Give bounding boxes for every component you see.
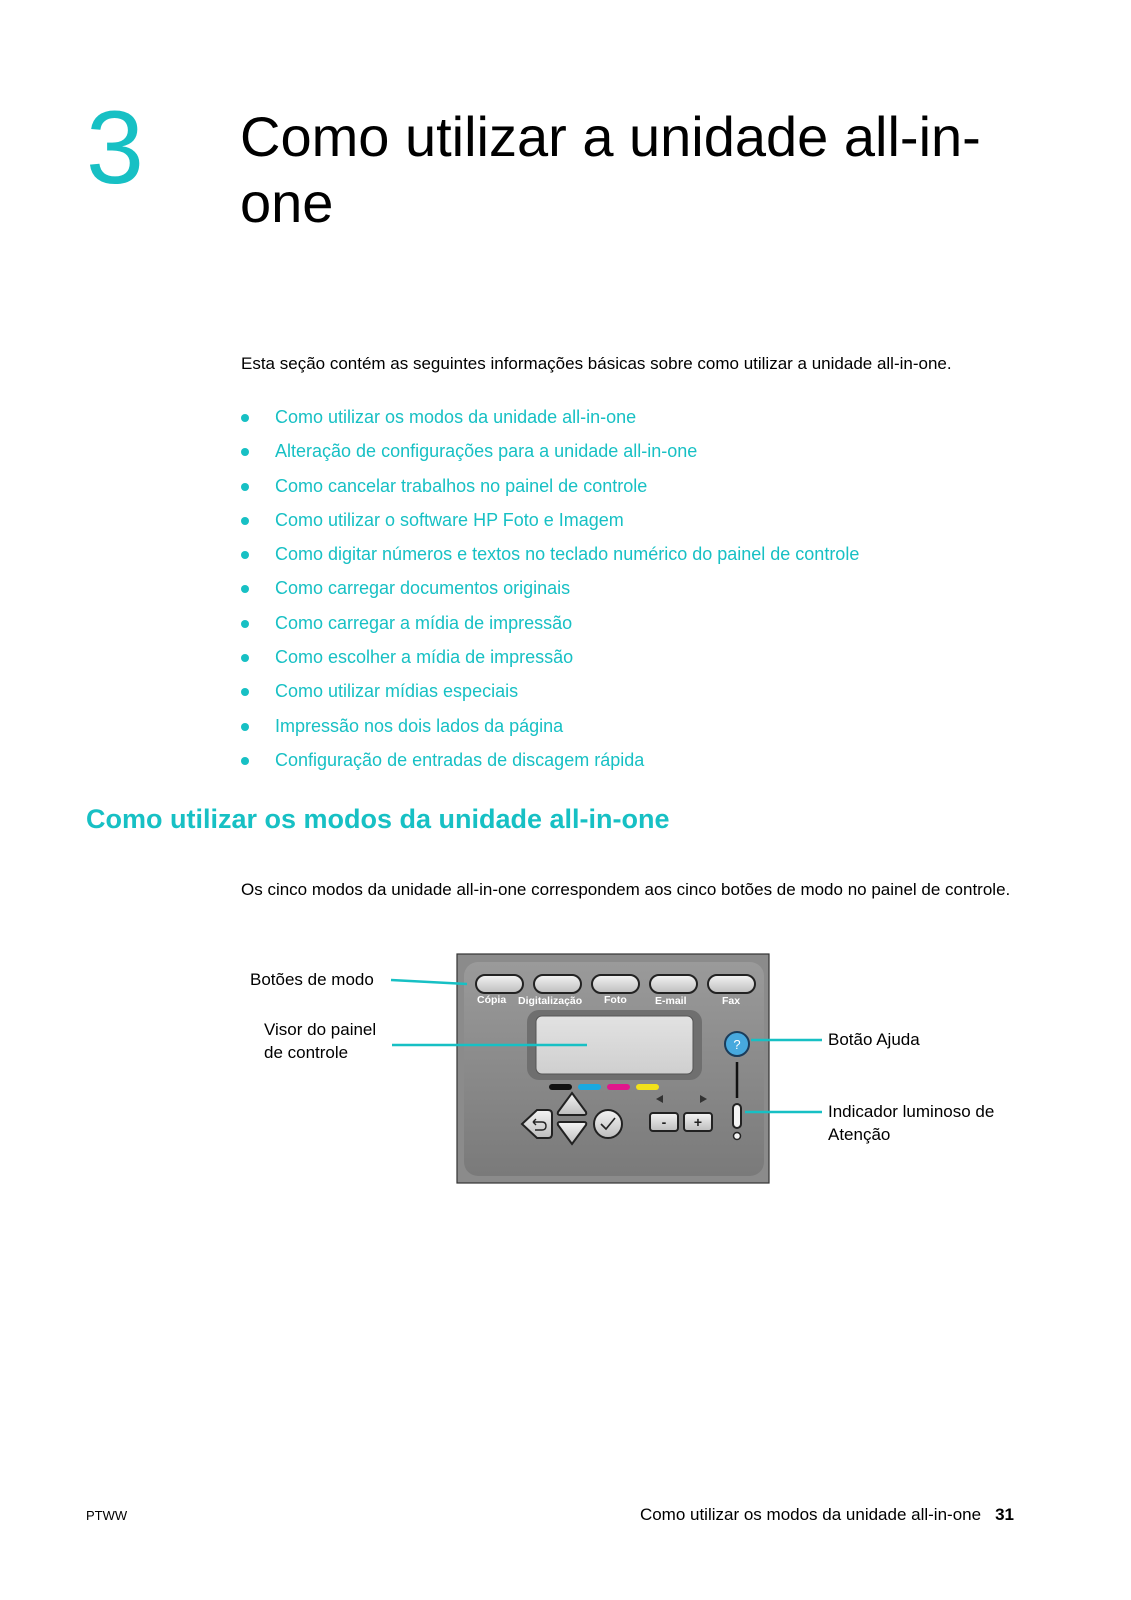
- toc-link[interactable]: Impressão nos dois lados da página: [275, 715, 564, 736]
- question-mark-icon: ?: [733, 1037, 741, 1052]
- ink-indicator-black: [549, 1084, 572, 1090]
- toc-link[interactable]: Alteração de configurações para a unidade all-in-one: [275, 441, 698, 462]
- chapter-title: Como utilizar a unidade all-in-one: [240, 105, 981, 234]
- toc-link[interactable]: Como escolher a mídia de impressão: [275, 647, 574, 668]
- ok-button[interactable]: [594, 1110, 622, 1138]
- toc-link[interactable]: Como utilizar o software HP Foto e Imagem: [275, 509, 624, 530]
- mode-label-photo: Foto: [604, 994, 627, 1006]
- footer-section-title: Como utilizar os modos da unidade all-in-one: [639, 1505, 982, 1524]
- toc-link[interactable]: Como utilizar mídias especiais: [275, 681, 519, 702]
- toc-link[interactable]: Como carregar a mídia de impressão: [275, 612, 573, 633]
- callout-display-line2: de controle: [264, 1043, 349, 1062]
- mode-label-copy: Cópia: [477, 994, 507, 1006]
- ink-indicator-yellow: [636, 1084, 659, 1090]
- attention-light-dot: [734, 1133, 741, 1140]
- callout-attention-line2: Atenção: [828, 1125, 891, 1144]
- leader-line-mode-buttons: [391, 980, 467, 984]
- callout-display-line1: Visor do painel: [264, 1020, 377, 1039]
- mode-button-scan[interactable]: [534, 975, 581, 993]
- attention-light-bar: [733, 1104, 741, 1128]
- chapter-number: 3: [86, 90, 144, 206]
- plus-icon: +: [693, 1114, 703, 1130]
- toc-link[interactable]: Como cancelar trabalhos no painel de controle: [275, 475, 648, 496]
- footer-doc-id: PTWW: [86, 1508, 128, 1523]
- toc-link[interactable]: Configuração de entradas de discagem rápida: [275, 749, 645, 770]
- ink-indicator-cyan: [578, 1084, 601, 1090]
- mode-button-fax[interactable]: [708, 975, 755, 993]
- callout-mode-buttons: Botões de modo: [250, 970, 374, 989]
- section-heading: Como utilizar os modos da unidade all-in-one: [86, 804, 670, 834]
- mode-button-photo[interactable]: [592, 975, 639, 993]
- intro-paragraph: Esta seção contém as seguintes informações básicas sobre como utilizar a unidade all-in-one.: [241, 354, 952, 373]
- callout-help-button: Botão Ajuda: [828, 1030, 920, 1049]
- toc-link[interactable]: Como digitar números e textos no teclado numérico do painel de controle: [275, 544, 860, 565]
- mode-label-fax: Fax: [722, 995, 741, 1007]
- ink-indicator-magenta: [607, 1084, 630, 1090]
- mode-button-copy[interactable]: [476, 975, 523, 993]
- footer-running-title: [640, 1505, 1014, 1525]
- section-paragraph: Os cinco modos da unidade all-in-one correspondem aos cinco botões de modo no painel de controle.: [241, 880, 1011, 899]
- callout-attention-line1: Indicador luminoso de: [828, 1102, 995, 1121]
- mode-label-scan: Digitalização: [518, 995, 583, 1007]
- mode-label-email: E-mail: [655, 995, 687, 1007]
- page-number: 31: [995, 1505, 1014, 1524]
- mode-button-email[interactable]: [650, 975, 697, 993]
- minus-icon: -: [661, 1114, 667, 1130]
- toc-link[interactable]: Como carregar documentos originais: [275, 578, 571, 599]
- toc-link[interactable]: Como utilizar os modos da unidade all-in-one: [275, 407, 637, 427]
